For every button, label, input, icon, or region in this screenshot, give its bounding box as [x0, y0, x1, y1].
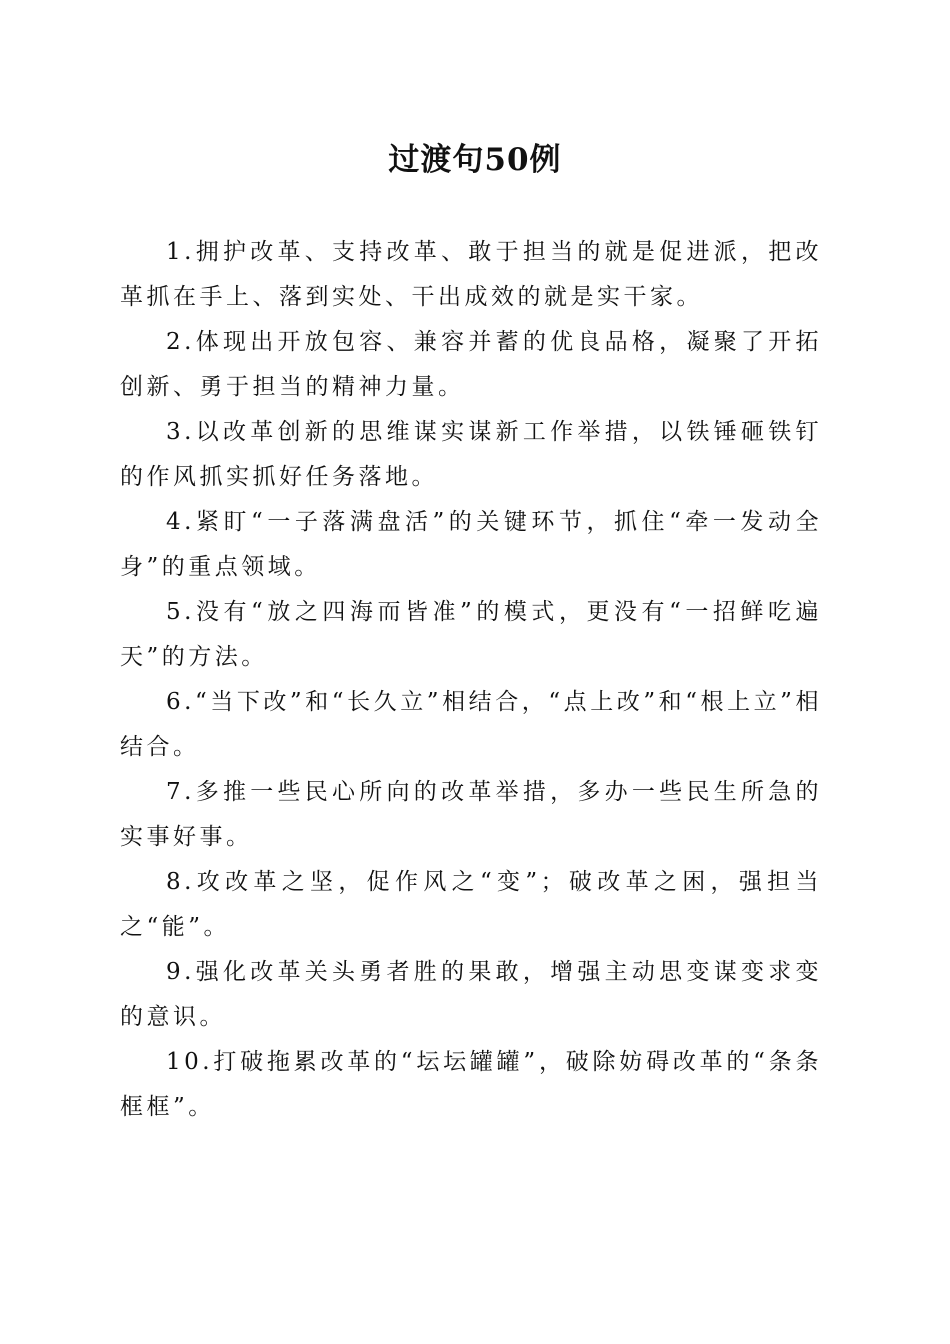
list-item: 10.打破拖累改革的“坛坛罐罐”，破除妨碍改革的“条条框框”。: [120, 1049, 822, 1120]
list-item: 9.强化改革关头勇者胜的果敢，增强主动思变谋变求变的意识。: [120, 959, 822, 1030]
list-item: 8.攻改革之坚，促作风之“变”；破改革之困，强担当之“能”。: [120, 869, 822, 940]
list-item: 1.拥护改革、支持改革、敢于担当的就是促进派，把改革抓在手上、落到实处、干出成效的就是实干家。: [120, 239, 822, 310]
list-item: 4.紧盯“一子落满盘活”的关键环节，抓住“牵一发动全身”的重点领域。: [120, 509, 822, 580]
page-title: 过渡句50例: [388, 142, 562, 178]
list-item: 5.没有“放之四海而皆准”的模式，更没有“一招鲜吃遍天”的方法。: [120, 599, 822, 670]
transition-sentence-list: [120, 230, 822, 1130]
list-item: 6.“当下改”和“长久立”相结合，“点上改”和“根上立”相结合。: [120, 689, 822, 760]
list-item: 7.多推一些民心所向的改革举措，多办一些民生所急的实事好事。: [120, 779, 822, 850]
list-item: 3.以改革创新的思维谋实谋新工作举措，以铁锤砸铁钉的作风抓实抓好任务落地。: [120, 419, 822, 490]
list-item: 2.体现出开放包容、兼容并蓄的优良品格，凝聚了开拓创新、勇于担当的精神力量。: [120, 329, 822, 400]
